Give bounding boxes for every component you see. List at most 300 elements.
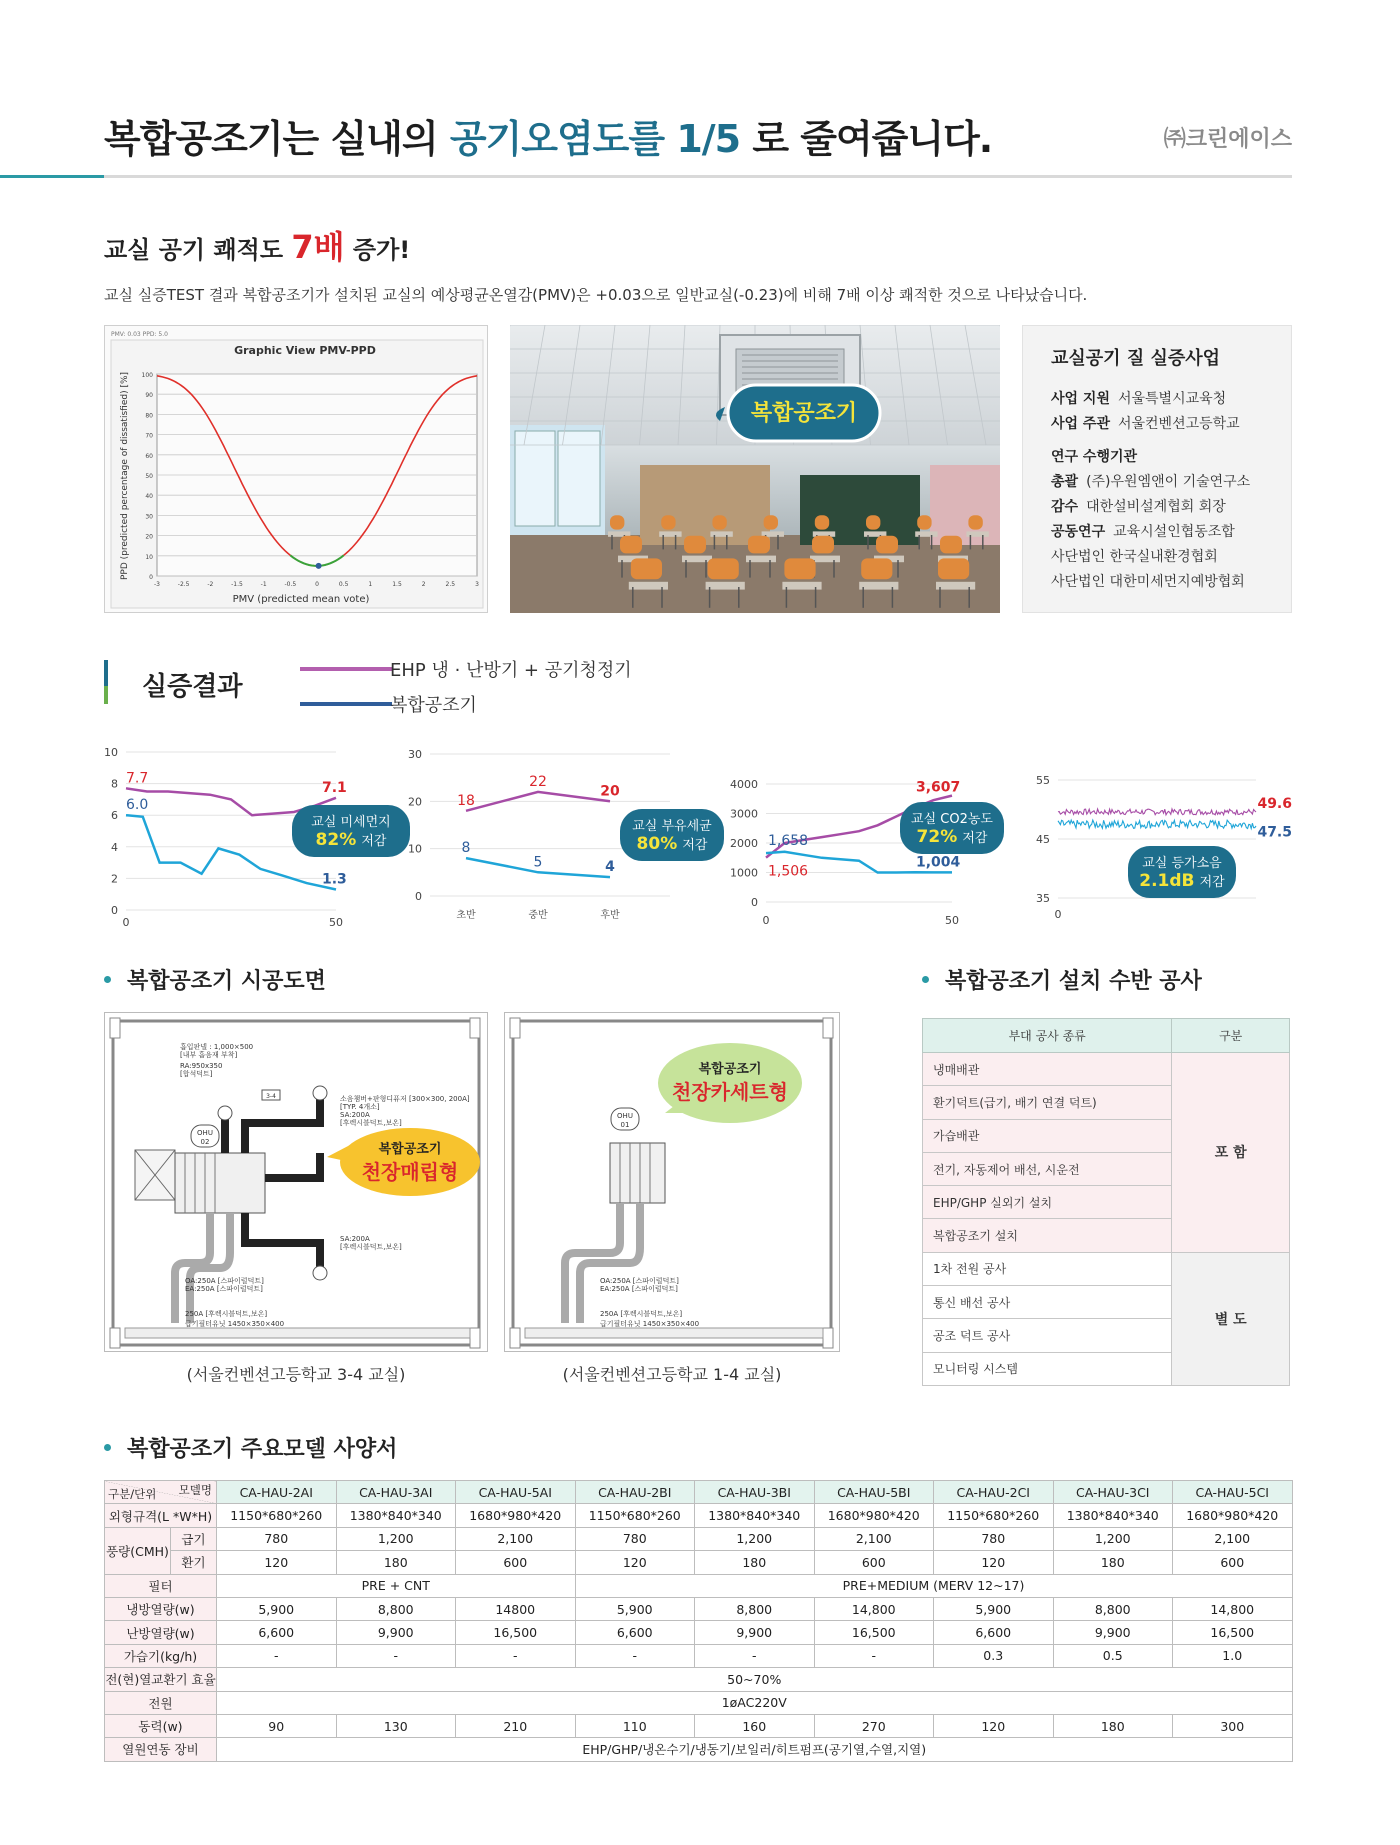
project-info-key: 사업 지원 [1051,391,1110,407]
works-header-type: 부대 공사 종류 [923,1019,1172,1053]
works-table [922,1018,1290,1386]
callout-co2 [900,802,1004,854]
spec-cell: 1.0 [1173,1644,1293,1667]
works-cell: EHP/GHP 실외기 설치 [923,1186,1172,1219]
subtitle-part: 교실 공기 쾌적도 [104,236,292,264]
spec-cell: 6,600 [217,1621,337,1644]
drawing-note: 250A [후렉시블덕트,보온] [600,1310,683,1318]
spec-cell: 780 [934,1527,1054,1550]
project-info-key: 연구 수행기관 [1051,449,1138,465]
ytick-label: 0 [415,890,422,903]
drawing-tag: 3-4 [266,1093,276,1100]
spec-row-label: 풍량(CMH) [105,1527,171,1574]
spec-cell: 1150*680*260 [575,1504,695,1527]
ytick-label: 10 [104,746,118,759]
pmv-xtick: -1 [260,581,267,588]
pmv-chart-title: Graphic View PMV-PPD [234,344,376,357]
brand-name: ㈜크린에이스 [1163,127,1292,152]
spec-model-header: CA-HAU-3BI [695,1481,815,1504]
xtick-label: 50 [945,914,959,927]
ytick-label: 6 [111,809,118,823]
drawing-note: [내부 흡음재 부착] [180,1051,238,1059]
callout-value: 80% [636,834,678,854]
section-drawings-label: 복합공조기 시공도면 [127,969,326,994]
pmv-xtick: 1.5 [392,581,402,588]
data-label: 1.3 [322,871,346,888]
category-label: 초반 [456,910,476,921]
spec-row-label: 냉방열량(w) [105,1597,217,1620]
spec-cell: 14800 [456,1597,576,1620]
data-label: 7.1 [322,779,346,796]
spec-cell: 5,900 [934,1597,1054,1620]
spec-cell: 50~70% [217,1668,1293,1691]
spec-cell: 1680*980*420 [1173,1504,1293,1527]
pmv-ytick: 30 [145,513,153,521]
pmv-xtick: 3 [475,581,479,588]
spec-cell: 1150*680*260 [217,1504,337,1527]
spec-row-label: 동력(w) [105,1714,217,1737]
spec-cell: 160 [695,1714,815,1737]
spec-cell: 1380*840*340 [695,1504,815,1527]
works-row [923,1252,1290,1285]
spec-cell: 5,900 [217,1597,337,1620]
spec-cell: - [695,1644,815,1667]
spec-row-power [105,1691,1293,1714]
spec-cell: 0.3 [934,1644,1054,1667]
spec-row-efficiency [105,1668,1293,1691]
drawing-tag: OHU [617,1112,633,1120]
spec-cell: 1,200 [1053,1527,1173,1550]
spec-cell: PRE+MEDIUM (MERV 12~17) [575,1574,1292,1597]
spec-cell: 0.5 [1053,1644,1173,1667]
spec-cell: PRE + CNT [217,1574,576,1597]
spec-cell: 9,900 [1053,1621,1173,1644]
title-part: 복합공조기는 실내의 [104,117,450,161]
spec-cell: - [814,1644,934,1667]
drawing-note: 급기필터유닛 1450×350×400 [185,1320,285,1328]
spec-cell: 16,500 [456,1621,576,1644]
spec-row-cooling [105,1597,1293,1620]
drawing-note: EA:250A [스파이럴덕트] [185,1285,263,1293]
drawing-left-caption: (서울컨벤션고등학교 3-4 교실) [186,1365,406,1384]
works-cell: 전기, 자동제어 배선, 시운전 [923,1152,1172,1185]
project-info-value: (주)우원엠앤이 기술연구소 [1086,474,1251,490]
project-info-line [1051,446,1291,471]
spec-cell: - [217,1644,337,1667]
works-cell: 1차 전원 공사 [923,1252,1172,1285]
drawing-note: 250A [후렉시블덕트,보온] [185,1310,268,1318]
page-title [104,108,992,163]
bullet-icon [922,976,929,983]
spec-model-header: CA-HAU-2CI [934,1481,1054,1504]
spec-cell: 16,500 [1173,1621,1293,1644]
drawing-note: [TYP. 4개소] [340,1103,380,1111]
spec-cell: 1680*980*420 [814,1504,934,1527]
spec-cell: 1680*980*420 [456,1504,576,1527]
drawing-note: 흡입판넬 : 1,000×500 [180,1043,254,1051]
pmv-ytick: 0 [149,574,153,581]
spec-row-filter [105,1574,1293,1597]
pmv-xlabel: PMV (predicted mean vote) [232,594,370,605]
project-info-value: 대한설비설계협회 회장 [1086,499,1226,515]
spec-cell: 1,200 [336,1527,456,1550]
spec-cell: 600 [456,1551,576,1574]
section-works-label: 복합공조기 설치 수반 공사 [945,969,1202,994]
pmv-ytick: 20 [145,533,153,541]
data-label: 22 [529,773,547,790]
pmv-xtick: -2.5 [177,581,190,588]
drawing-ceiling-cassette [504,1012,840,1352]
ytick-label: 0 [111,904,118,917]
pmv-xtick: 2 [421,581,426,588]
drawing-right-caption: (서울컨벤션고등학교 1-4 교실) [562,1365,782,1384]
spec-cell: 210 [456,1714,576,1737]
spec-cell: 90 [217,1714,337,1737]
spec-model-header: CA-HAU-3CI [1053,1481,1173,1504]
pmv-xtick: 2.5 [445,581,456,588]
pmv-ppd-svg [105,326,489,614]
spec-row-link [105,1738,1293,1761]
pmv-ytick: 60 [145,452,153,460]
results-title: 실증결과 [142,672,243,702]
spec-cell: 2,100 [456,1527,576,1550]
callout-suffix: 저감 [962,831,988,846]
spec-cell: 1380*840*340 [1053,1504,1173,1527]
section-spec-label: 복합공조기 주요모델 사양서 [127,1437,398,1462]
category-label: 중반 [528,910,548,921]
results-accent-bar [104,660,108,686]
callout-label: 교실 미세먼지 [311,815,391,830]
xtick-label: 0 [122,916,130,929]
pmv-ppd-chart [104,325,488,613]
drawing-tag: 02 [200,1138,210,1146]
project-info-key: 공동연구 [1051,524,1106,540]
project-info-key: 사업 주관 [1051,416,1110,432]
drawing-left-callout-main: 천장매립형 [361,1160,459,1184]
legend-swatch-ehp [300,667,392,671]
spec-row-exhaust [105,1551,1293,1574]
spec-cell: 8,800 [695,1597,815,1620]
data-label: 5 [533,854,543,871]
spec-cell: 8,800 [336,1597,456,1620]
drawing-note: SA:200A [340,1235,370,1243]
subtitle-emphasis: 7배 [291,228,345,266]
callout-value: 82% [315,830,357,850]
series-line-hau [1058,820,1256,828]
section-works-title [922,964,1202,995]
works-cell: 복합공조기 설치 [923,1219,1172,1252]
spec-row-supply [105,1527,1293,1550]
data-label: 7.7 [126,770,149,787]
subtitle-part: 증가! [344,236,411,264]
spec-cell: 5,900 [575,1597,695,1620]
project-info-value: 서울컨벤션고등학교 [1117,416,1240,432]
works-group-separate: 별 도 [1172,1252,1290,1385]
spec-cell: 120 [217,1551,337,1574]
drawing-note: 소음챔버+판형디퓨저 [300×300, 200A] [340,1095,470,1103]
title-part: 로 줄여줍니다. [740,117,993,161]
xtick-label: 50 [329,916,343,929]
drawing-note: OA:250A [스파이럴덕트] [185,1277,264,1285]
project-info-value: 서울특별시교육청 [1117,391,1227,407]
pmv-xtick: 1 [368,581,373,588]
drawing-right-callout [658,1043,802,1123]
drawing-tag: 01 [620,1121,630,1129]
spec-cell: 8,800 [1053,1597,1173,1620]
drawing-tag: OHU [197,1129,213,1137]
works-cell: 가습배관 [923,1119,1172,1152]
spec-row-motor [105,1714,1293,1737]
drawing-right-svg [505,1013,841,1353]
spec-cell: 2,100 [814,1527,934,1550]
drawing-note: EA:250A [스파이럴덕트] [600,1285,678,1293]
drawing-left-svg [105,1013,489,1353]
callout-value: 2.1dB [1139,871,1195,891]
drawing-right-callout-main: 천장카세트형 [672,1080,788,1104]
spec-cell: - [336,1644,456,1667]
data-label: 6.0 [126,797,149,814]
intro-text: 교실 실증TEST 결과 복합공조기가 설치된 교실의 예상평균온열감(PMV)은 +0.03으로 일반교실(-0.23)에 비해 7배 이상 쾌적한 것으로 나타났습니다. [104,286,1088,304]
drawing-note: [후렉시블덕트,보온] [340,1119,402,1127]
spec-cell: 6,600 [575,1621,695,1644]
project-info-key: 감수 [1051,499,1079,515]
xtick-label: 0 [762,914,770,927]
ytick-label: 20 [408,795,422,809]
pmv-ylabel: PPD (predicted percentage of dissatisfied) [%] [120,371,130,581]
ytick-label: 2000 [730,837,758,850]
xtick-label: 0 [1054,908,1062,921]
results-accent-bar [104,686,108,704]
project-info-value: 사단법인 한국실내환경협회 [1051,549,1218,565]
works-cell: 모니터링 시스템 [923,1352,1172,1385]
spec-cell: 180 [336,1551,456,1574]
spec-row-label: 전원 [105,1691,217,1714]
callout-fine-dust [292,805,410,857]
works-header-group: 구분 [1172,1019,1290,1053]
spec-row-label: 난방열량(w) [105,1621,217,1644]
pmv-xtick: -1.5 [231,581,243,588]
spec-header-row [105,1481,1293,1504]
spec-cell: 180 [1053,1714,1173,1737]
spec-row-label: 전(현)열교환기 효율 [105,1668,217,1691]
spec-cell: 600 [814,1551,934,1574]
pmv-ytick: 10 [145,553,153,561]
ytick-label: 3000 [730,807,758,821]
pmv-xtick: 0.5 [338,581,349,588]
spec-cell: 1,200 [695,1527,815,1550]
drawing-note: 급기필터유닛 1450×350×400 [600,1320,700,1328]
photo-callout [716,385,880,441]
data-label: 8 [461,840,471,857]
drawing-ceiling-embedded [104,1012,488,1352]
legend-swatch-hau [300,702,392,706]
spec-model-header: CA-HAU-3AI [336,1481,456,1504]
section-subtitle [104,222,410,268]
works-cell: 냉매배관 [923,1053,1172,1086]
drawing-note: [합석덕트] [180,1070,213,1078]
ytick-label: 2 [111,872,118,886]
data-label: 4 [605,859,615,876]
spec-cell: 9,900 [336,1621,456,1644]
category-label: 후반 [600,910,620,921]
chart-noise-svg [1020,740,1300,930]
spec-cell: - [456,1644,576,1667]
data-label: 1,506 [768,863,809,880]
ytick-label: 4 [111,840,118,854]
title-highlight: 공기오염도를 1/5 [449,117,741,161]
section-spec-title [104,1432,397,1463]
spec-corner-cell [105,1481,217,1504]
bullet-icon [104,976,111,983]
pmv-ytick: 80 [145,412,153,420]
data-label: 1,658 [768,833,809,850]
spec-row-label: 가습기(kg/h) [105,1644,217,1667]
spec-cell: 1380*840*340 [336,1504,456,1527]
pmv-ytick: 70 [145,432,153,440]
spec-cell: 110 [575,1714,695,1737]
pmv-xtick: -2 [207,581,214,588]
spec-model-header: CA-HAU-5AI [456,1481,576,1504]
callout-suffix: 저감 [1199,875,1225,890]
photo-callout-text: 복합공조기 [750,401,858,426]
spec-cell: 300 [1173,1714,1293,1737]
callout-label: 교실 등가소음 [1142,856,1222,871]
series-line-ehp [1058,809,1256,815]
ytick-label: 4000 [730,778,758,791]
project-info-line [1051,546,1291,571]
pmv-ytick: 100 [141,372,153,379]
spec-cell: 600 [1173,1551,1293,1574]
spec-row-humidifier [105,1644,1293,1667]
drawing-right-callout-top: 복합공조기 [698,1062,762,1077]
ytick-label: 30 [408,748,422,761]
data-label: 18 [457,792,475,809]
project-info-value: 사단법인 대한미세먼지예방협회 [1051,574,1245,590]
spec-cell: 120 [575,1551,695,1574]
bullet-icon [104,1444,111,1451]
drawing-note: RA:950x350 [180,1062,223,1070]
spec-row-label: 필터 [105,1574,217,1597]
project-info-line [1051,521,1291,546]
spec-cell: 270 [814,1714,934,1737]
works-row [923,1053,1290,1086]
project-info-list [1051,388,1291,596]
spec-cell: 180 [1053,1551,1173,1574]
spec-cell: - [575,1644,695,1667]
ytick-label: 35 [1036,892,1050,905]
ytick-label: 45 [1036,833,1050,846]
spec-cell: 120 [934,1551,1054,1574]
callout-value: 72% [916,827,958,847]
drawing-left-callout [327,1128,480,1196]
works-cell: 통신 배선 공사 [923,1286,1172,1319]
spec-cell: 180 [695,1551,815,1574]
spec-cell: 1øAC220V [217,1691,1293,1714]
callout-label: 교실 부유세균 [632,819,712,834]
spec-row-heating [105,1621,1293,1644]
spec-table [104,1480,1293,1762]
project-info-line [1051,388,1291,413]
legend-label-ehp: EHP 냉 · 난방기 + 공기청정기 [390,660,632,681]
classroom-photo [510,325,1000,613]
callout-label: 교실 CO2농도 [911,812,993,827]
project-info-line [1051,571,1291,596]
pmv-xtick: -0.5 [284,581,297,588]
spec-row-sublabel: 급기 [171,1527,217,1550]
spec-model-header: CA-HAU-2BI [575,1481,695,1504]
ytick-label: 0 [751,896,758,909]
spec-cell: 9,900 [695,1621,815,1644]
callout-noise [1128,846,1236,898]
callout-bacteria [620,809,724,861]
spec-row-sublabel: 환기 [171,1551,217,1574]
data-label: 1,004 [916,854,961,871]
drawing-note: OA:250A [스파이럴덕트] [600,1277,679,1285]
drawing-note: [후렉시블덕트,보온] [340,1243,402,1251]
data-label: 47.5 [1257,824,1292,841]
spec-corner-model: 모델명 [178,1483,212,1497]
spec-cell: 6,600 [934,1621,1054,1644]
pmv-ytick: 90 [145,392,153,400]
ytick-label: 1000 [730,866,758,880]
data-label: 3,607 [916,779,961,796]
spec-row-label: 열원연동 장비 [105,1738,217,1761]
ytick-label: 55 [1036,774,1050,787]
spec-cell: 14,800 [814,1597,934,1620]
section-drawings-title [104,964,326,995]
spec-cell: 14,800 [1173,1597,1293,1620]
spec-model-header: CA-HAU-2AI [217,1481,337,1504]
works-cell: 환기덕트(급기, 배기 연결 덕트) [923,1086,1172,1119]
drawing-left-callout-top: 복합공조기 [378,1142,442,1157]
spec-cell: 1150*680*260 [934,1504,1054,1527]
spec-corner-category: 구분/단위 [108,1487,157,1502]
spec-cell: 120 [934,1714,1054,1737]
callout-suffix: 저감 [682,838,708,853]
pmv-readout: PMV: 0.03 PPD: 5.0 [111,331,168,338]
spec-cell: 130 [336,1714,456,1737]
spec-cell: 16,500 [814,1621,934,1644]
project-info-line [1051,413,1291,438]
spec-row-label: 외형규격(L *W*H) [105,1504,217,1527]
pmv-current-point [316,563,322,569]
spec-cell: 780 [217,1527,337,1550]
pmv-xtick: 0 [315,581,319,588]
chart-noise [1020,740,1300,930]
works-cell: 공조 덕트 공사 [923,1319,1172,1352]
project-info-panel [1022,325,1292,613]
spec-model-header: CA-HAU-5CI [1173,1481,1293,1504]
project-info-key: 총괄 [1051,474,1079,490]
header-rule-accent [0,175,104,178]
chart-bacteria [400,740,712,930]
project-info-line [1051,471,1291,496]
data-label: 20 [600,783,620,800]
spec-cell: EHP/GHP/냉온수기/냉동기/보일러/히트펌프(공기열,수열,지열) [217,1738,1293,1761]
pmv-ytick: 50 [145,473,153,480]
project-info-value: 교육시설인협동조합 [1113,524,1235,540]
spec-table-wrap [104,1480,1293,1762]
legend-label-hau: 복합공조기 [390,695,477,716]
pmv-ytick: 40 [145,493,153,501]
spec-cell: 780 [575,1527,695,1550]
project-info-line [1051,496,1291,521]
spec-model-header: CA-HAU-5BI [814,1481,934,1504]
works-group-included: 포 함 [1172,1053,1290,1253]
chart-fine-dust [96,740,391,930]
spec-row-size [105,1504,1293,1527]
works-table-wrap [922,1018,1290,1386]
